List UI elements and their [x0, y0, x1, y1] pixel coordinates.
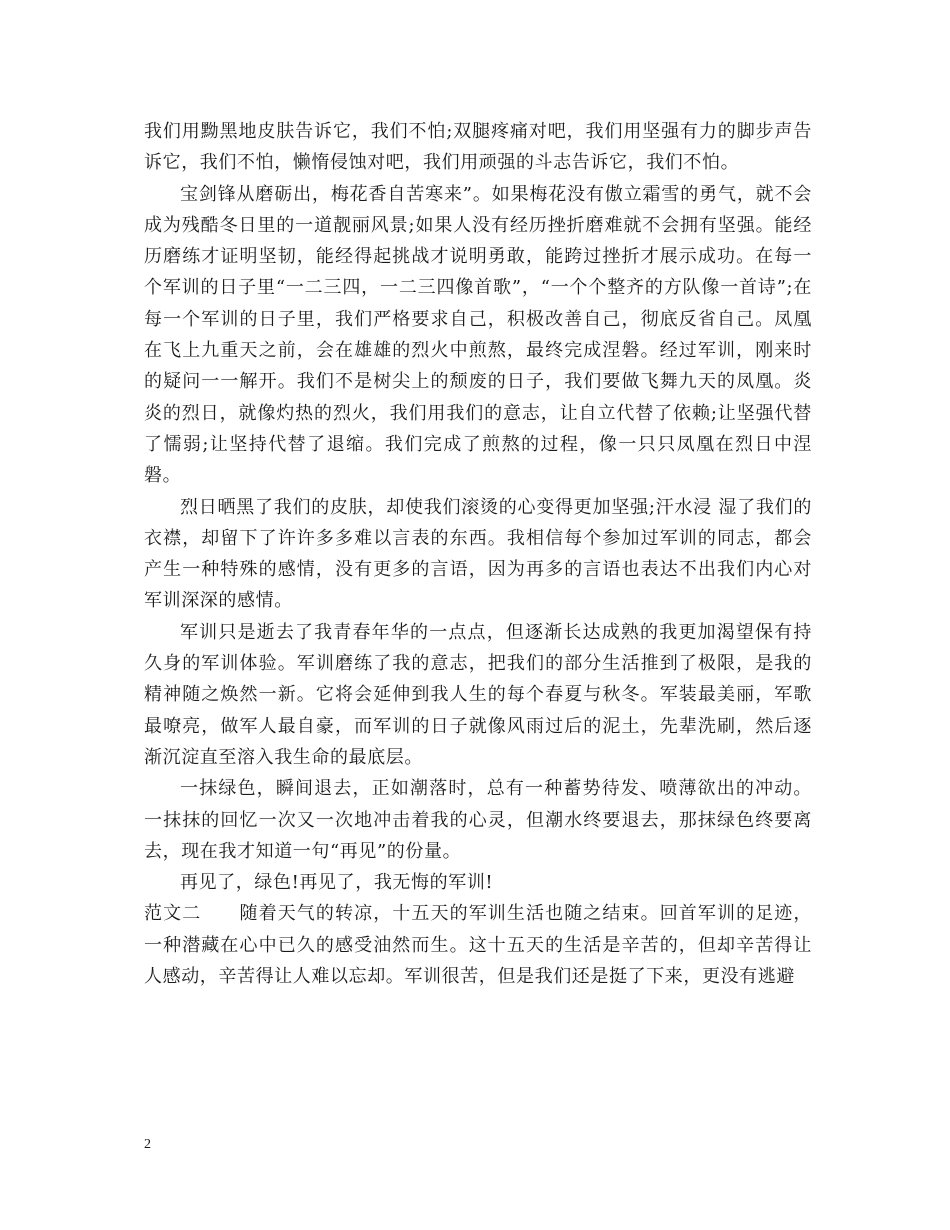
paragraph-4: 军训只是逝去了我青春年华的一点点，但逐渐长达成熟的我更加渴望保有持久身的军训体验。军训磨练了我的意志，把我们的部分生活推到了极限，是我的精神随之焕然一新。它将会延伸到我人生的每个春夏与秋冬。军装最美丽，军歌最嘹亮，做军人最自豪，而军训的日子就像风雨过后的泥土，先辈洗刷，然后逐渐沉淀直至溶入我生命的最底层。	[144, 621, 812, 768]
paragraph-5: 一抹绿色，瞬间退去，正如潮落时，总有一种蓄势待发、喷薄欲出的冲动。一抹抹的回忆一次又一次地冲击着我的心灵，但潮水终要退去，那抹绿色终要离去，现在我才知道一句“再见”的份量。	[144, 778, 812, 862]
paragraph-1: 我们用黝黑地皮肤告诉它，我们不怕;双腿疼痛对吧，我们用坚强有力的脚步声告诉它，我们不怕，懒惰侵蚀对吧，我们用顽强的斗志告诉它，我们不怕。	[144, 121, 812, 174]
paragraph-3: 烈日晒黑了我们的皮肤，却使我们滚烫的心变得更加坚强;汗水浸 湿了我们的衣襟，却留下了许许多多难以言表的东西。我相信每个参加过军训的同志，都会产生一种特殊的感情，没有更多的言语，因为再多的言语也表达不出我们内心对军训深深的感情。	[144, 496, 812, 612]
document-body	[144, 116, 812, 992]
paragraph-7: 范文二 随着天气的转凉，十五天的军训生活也随之结束。回首军训的足迹，一种潜藏在心中已久的感受油然而生。这十五天的生活是辛苦的，但却辛苦得让人感动，辛苦得让人难以忘却。军训很苦，但是我们还是挺了下来，更没有逃避	[144, 903, 812, 988]
page-number: 2	[144, 1137, 151, 1152]
paragraph-6: 再见了，绿色!再见了，我无悔的军训!	[180, 872, 494, 894]
paragraph-2: 宝剑锋从磨砺出，梅花香自苦寒来”。如果梅花没有傲立霜雪的勇气，就不会成为残酷冬日里的一道靓丽风景;如果人没有经历挫折磨难就不会拥有坚强。能经历磨练才证明坚韧，能经得起挑战才说明勇敢，能跨过挫折才展示成功。在每一个军训的日子里“一二三四，一二三四像首歌”，“一个个整齐的方队像一首诗”;在每一个军训的日子里，我们严格要求自己，积极改善自己，彻底反省自己。凤凰在飞上九重天之前，会在雄雄的烈火中煎熬，最终完成涅磐。经过军训，刚来时的疑问一一解开。我们不是树尖上的颓废的日子，我们要做飞舞九天的凤凰。炎炎的烈日，就像灼热的烈火，我们用我们的意志，让自立代替了依赖;让坚强代替了懦弱;让坚持代替了退缩。我们完成了煎熬的过程，像一只只凤凰在烈日中涅磐。	[144, 183, 812, 487]
